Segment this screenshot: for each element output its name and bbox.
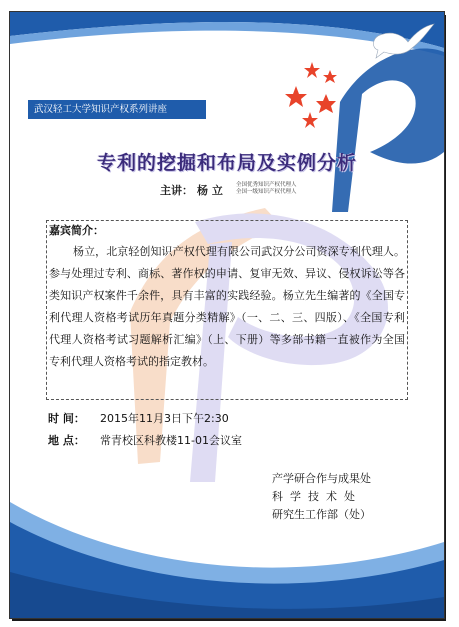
time-row: [48, 410, 229, 426]
series-banner: 武汉轻工大学知识产权系列讲座: [28, 100, 206, 119]
organizers: [272, 470, 371, 524]
speaker-title: 全国优秀知识产权代理人: [236, 182, 297, 188]
place-row: [48, 432, 242, 448]
speaker-title: 全国一级知识产权代理人: [236, 189, 297, 195]
guest-bio-box: [46, 220, 408, 400]
place-label: 地 点：: [48, 434, 85, 447]
organizer: 研究生工作部（处）: [272, 508, 371, 521]
speaker-titles: [236, 182, 297, 196]
speaker-line: [160, 182, 223, 198]
organizer: 产学研合作与成果处: [272, 472, 371, 485]
speaker-name: 杨 立: [197, 184, 223, 197]
stars-icon: [285, 62, 337, 128]
poster: [10, 12, 444, 618]
time-value: 2015年11月3日下午2:30: [100, 412, 229, 425]
lecture-title: 专利的挖掘和布局及实例分析: [96, 152, 357, 174]
place-value: 常青校区科教楼11-01会议室: [100, 434, 242, 447]
bio-heading: 嘉宾简介：: [49, 224, 104, 237]
bio-text: 杨立，北京轻创知识产权代理有限公司武汉分公司资深专利代理人。参与处理过专利、商标、著作权的申请、复审无效、异议、侵权诉讼等各类知识产权案件千余件，具有丰富的实践经验。杨立先生编著的《全国专利代理人资格考试历年真题分类精解》（一、二、三、四版）、《全国专利代理人资格考试习题解析汇编》（上、下册）等多部书籍一直被作为全国专利代理人资格考试的指定教材。: [49, 245, 405, 368]
speaker-label: 主讲：: [160, 184, 193, 197]
organizer: 科学技术处: [272, 490, 362, 503]
time-label: 时 间：: [48, 412, 85, 425]
logo-p-shape: [332, 49, 444, 212]
